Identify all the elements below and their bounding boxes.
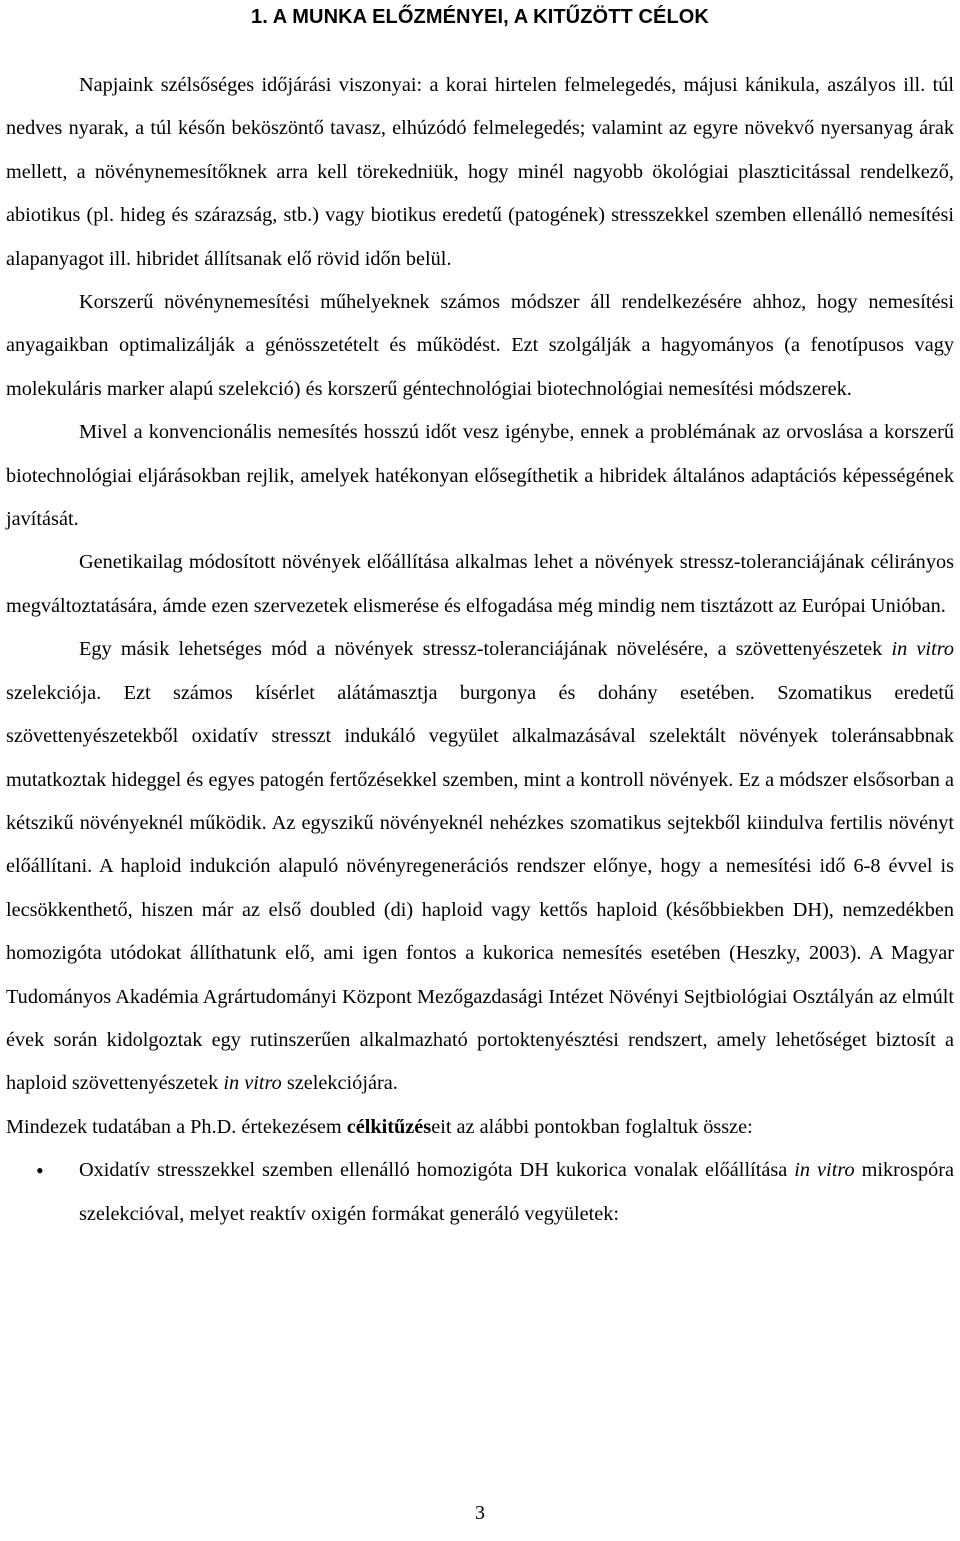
paragraph-5-text-3: szelekciójára. [281,1072,398,1095]
page-number: 3 [475,1502,485,1524]
bullet-icon: • [36,1158,44,1184]
bullet-1-text-2: mikrospóra szelekcióval, melyet reaktív oxigén formákat generáló vegyületek: [79,1159,954,1225]
paragraph-3: Mivel a konvencionális nemesítés hosszú időt vesz igénybe, ennek a problémának az orvoslása a korszerű biotechnológiai eljárásokban rejlik, amelyek hatékonyan elősegíthetik a hibridek általános adaptációs képességének javítását. [6,421,954,531]
document-page [6,0,954,1236]
bullet-1-text [79,1149,954,1236]
bullet-1-text-1: Oxidatív stresszekkel szemben ellenálló homozigóta DH kukorica vonalak előállítása [79,1159,795,1182]
bullet-list-item-1 [6,1149,954,1236]
paragraph-6-bold: célkitűzés [346,1115,432,1138]
paragraph-5-italic-1: in vitro [891,638,954,661]
paragraph-5-italic-2: in vitro [223,1072,282,1095]
paragraph-6-text-2: eit az alábbi pontokban foglaltuk össze: [431,1115,753,1138]
paragraph-6-text-1: Mindezek tudatában a Ph.D. értekezésem [6,1115,347,1138]
paragraph-5-text-1: Egy másik lehetséges mód a növények stressz-toleranciájának növelésére, a szövettenyészetek [79,638,892,661]
paragraph-5 [6,628,954,1105]
bullet-1-italic: in vitro [794,1159,855,1182]
paragraph-2: Korszerű növénynemesítési műhelyeknek számos módszer áll rendelkezésére ahhoz, hogy nemesítési anyagaikban optimalizálják a génösszetételt és működést. Ezt szolgálják a hagyományos (a fenotípusos vagy molekuláris marker alapú szelekció) és korszerű géntechnológiai biotechnológiai nemesítési módszerek. [6,291,954,400]
chapter-heading: 1. A MUNKA ELŐZMÉNYEI, A KITŰZÖTT CÉLOK [251,6,709,28]
paragraph-4: Genetikailag módosított növények előállítása alkalmas lehet a növények stressz-toleranciájának célirányos megváltoztatására, ámde ezen szervezetek elismerése és elfogadása még mindig nem tisztázott az Európai Unióban. [6,551,954,617]
paragraph-6 [6,1106,954,1149]
paragraph-1: Napjaink szélsőséges időjárási viszonyai: a korai hirtelen felmelegedés, májusi kánikula, aszályos ill. túl nedves nyarak, a túl későn beköszöntő tavasz, elhúzódó felmelegedés; valamint az egyre növekvő nyersanyag árak mellett, a növénynemesítőknek arra kell törekedniük, hogy minél nagyobb ökológiai plaszticitással rendelkező, abiotikus (pl. hideg és szárazság, stb.) vagy biotikus eredetű (patogének) stresszekkel szemben ellenálló nemesítési alapanyagot ill. hibridet állítsanak elő rövid időn belül. [6,74,954,270]
paragraph-5-text-2: szelekciója. Ezt számos kísérlet alátámasztja burgonya és dohány esetében. Szomatikus eredetű szövettenyészetekből oxidatív stresszt indukáló vegyület alkalmazásával szelektált növények toleránsabbnak mutatkoztak hideggel és egyes patogén fertőzésekkel szemben, mint a kontroll növények. Ez a módszer elsősorban a kétszikű növényeknél működik. Az egyszikű növényeknél nehézkes szomatikus sejtekből kiindulva fertilis növényt előállítani. A haploid indukción alapuló növényregenerációs rendszer előnye, hogy a nemesítési idő 6-8 évvel is lecsökkenthető, hiszen már az első doubled (di) haploid vagy kettős haploid (későbbiekben DH), nemzedékben homozigóta utódokat állíthatunk elő, ami igen fontos a kukorica nemesítés esetében (Heszky, 2003). A Magyar Tudományos Akadémia Agrártudományi Központ Mezőgazdasági Intézet Növényi Sejtbiológiai Osztályán az elmúlt évek során kidolgoztak egy rutinszerűen alkalmazható portoktenyésztési rendszert, amely lehetőséget biztosít a haploid szövettenyészetek [6,681,954,1095]
